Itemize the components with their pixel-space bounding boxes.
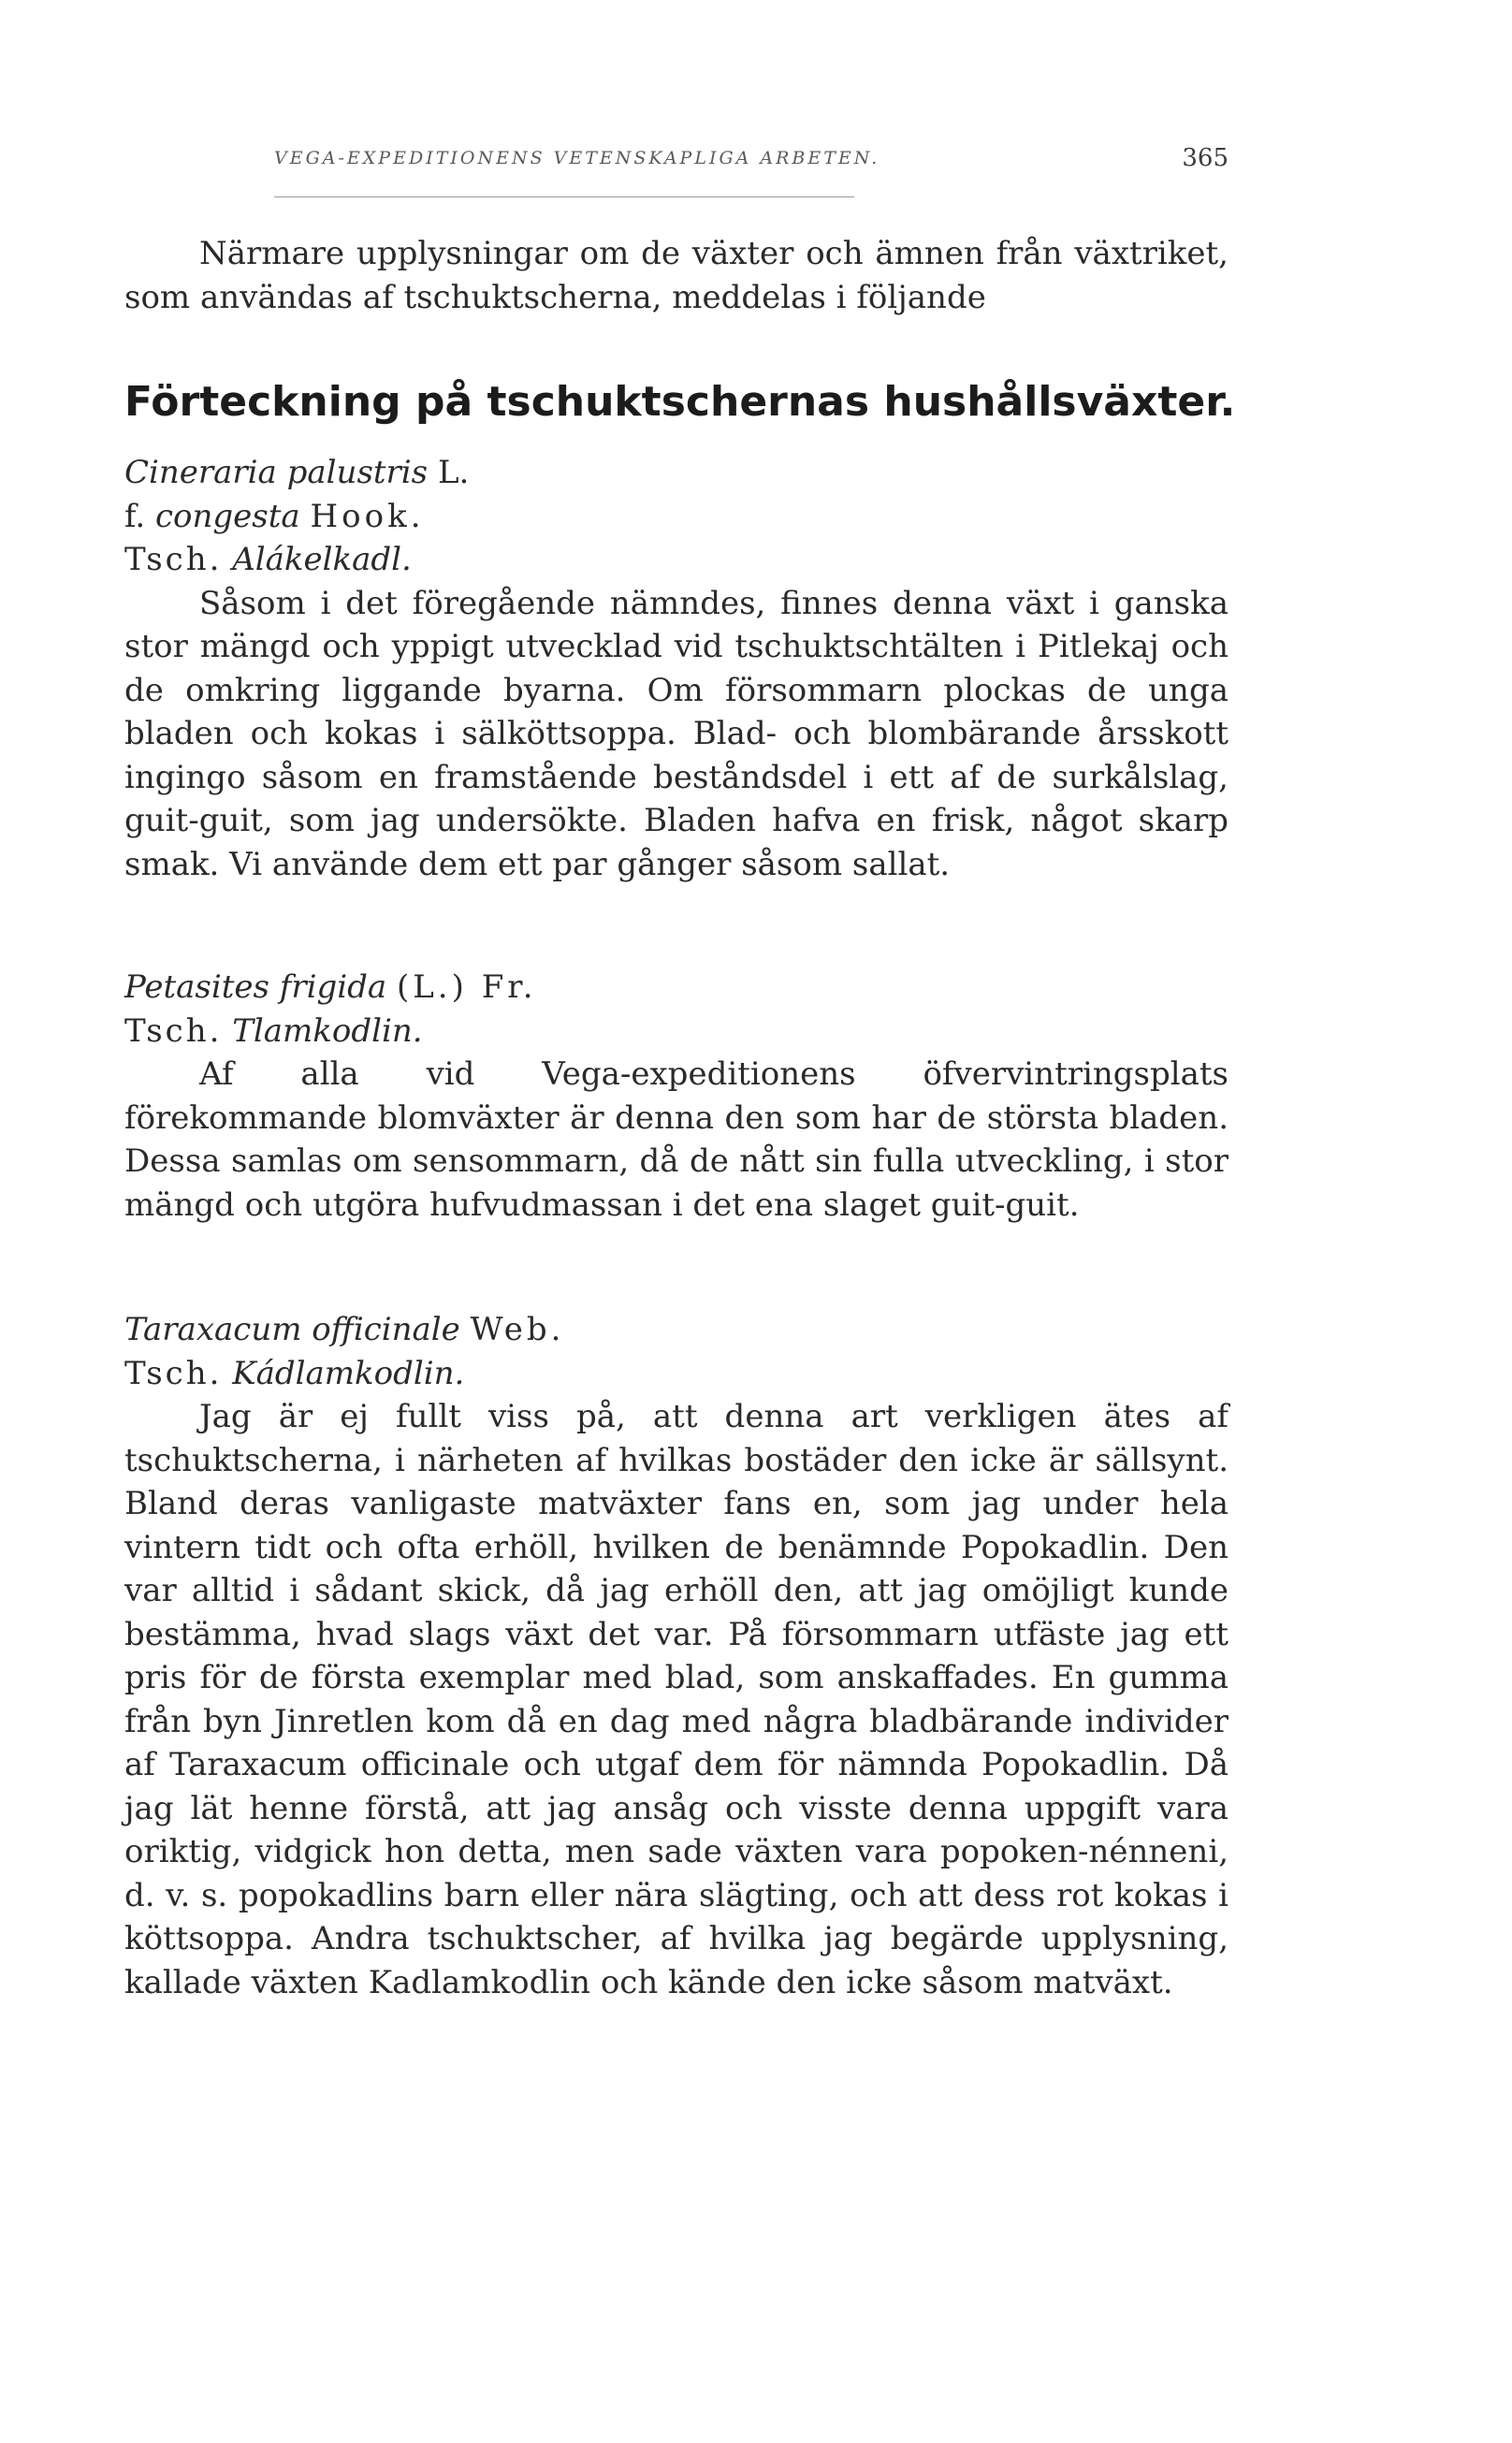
entry-petasites	[124, 966, 1228, 1227]
running-header	[124, 144, 1228, 189]
form-prefix: f.	[124, 497, 146, 535]
tsch-name: Kádlamkodlin.	[232, 1354, 465, 1392]
header-rule	[274, 196, 854, 197]
entry-cineraria	[124, 451, 1228, 886]
page-number: 365	[1182, 144, 1228, 172]
intro-paragraph	[124, 232, 1228, 319]
entry-taraxacum	[124, 1308, 1228, 2004]
tsch-label: Tsch.	[124, 541, 223, 578]
latin-name: Cineraria palustris	[124, 454, 429, 491]
author-abbrev: (L.) Fr.	[396, 968, 537, 1006]
intro-text: Närmare upplysningar om de växter och ämnen från växtriket, som användas af tschuktscherna, meddelas i följande	[124, 235, 1228, 316]
entry-body: Såsom i det föregående nämndes, finnes denna växt i ganska stor mängd och yppigt utvecklad vid tschuktschtälten i Pitlekaj och de omkring liggande byarna. Om försommarn plockas de unga bladen och kokas i sälköttsoppa. Blad- och blombärande årsskott ingingo såsom en framstående beståndsdel i ett af de surkålslag, guit-guit, som jag undersökte. Bladen hafva en frisk, något skarp smak. Vi använde dem ett par gånger såsom sallat.	[124, 584, 1228, 883]
tsch-label: Tsch.	[124, 1011, 223, 1050]
entry-body: Jag är ej fullt viss på, att denna art verkligen ätes af tschuktscherna, i närheten af hvilkas bostäder den icke är sällsynt. Bland deras vanligaste matväxter fans en, som jag under hela vintern tidt och ofta erhöll, hvilken de benämnde Popokadlin. Den var alltid i sådant skick, då jag erhöll den, att jag omöjligt kunde bestämma, hvad slags växt det var. På försommarn utfäste jag ett pris för de första exemplar med blad, som anskaffades. En gumma från byn Jinretlen kom då en dag med några bladbärande individer af Taraxacum officinale och utgaf dem för nämnda Popokadlin. Då jag lät henne förstå, att jag ansåg och visste denna uppgift vara oriktig, vidgick hon detta, men sade växten vara popoken-nénneni, d. v. s. popokadlins barn eller nära slägting, och att dess rot kokas i köttsoppa. Andra tschuktscher, af hvilka jag begärde upplysning, kallade växten Kadlamkodlin och kände den icke såsom matväxt.	[124, 1398, 1228, 2001]
entry-name-line	[124, 1308, 1228, 1352]
running-title: VEGA-EXPEDITIONENS VETENSKAPLIGA ARBETEN.	[274, 148, 880, 168]
entry-body: Af alla vid Vega-expeditionens öfvervintringsplats förekommande blomväxter är denna den som har de största bladen. Dessa samlas om sensommarn, då de nått sin fulla utveckling, i stor mängd och utgöra hufvudmassan i det ena slaget guit-guit.	[124, 1055, 1228, 1224]
entry-form-line	[124, 495, 1228, 539]
author-abbrev: L.	[437, 454, 470, 491]
entry-tsch-line	[124, 1010, 1228, 1054]
tsch-name: Alákelkadl.	[232, 541, 412, 578]
author-abbrev: Web.	[470, 1311, 565, 1348]
form-author: Hook.	[310, 497, 425, 535]
tsch-label: Tsch.	[124, 1354, 223, 1392]
latin-name: Petasites frigida	[124, 968, 387, 1006]
entry-tsch-line	[124, 538, 1228, 582]
form-name: congesta	[155, 497, 300, 535]
entry-name-line	[124, 451, 1228, 495]
entry-tsch-line	[124, 1352, 1228, 1396]
latin-name: Taraxacum officinale	[124, 1311, 460, 1348]
entry-name-line	[124, 966, 1228, 1010]
section-heading: Förteckning på tschuktschernas hushållsväxter.	[124, 378, 1236, 426]
tsch-name: Tlamkodlin.	[232, 1011, 423, 1050]
